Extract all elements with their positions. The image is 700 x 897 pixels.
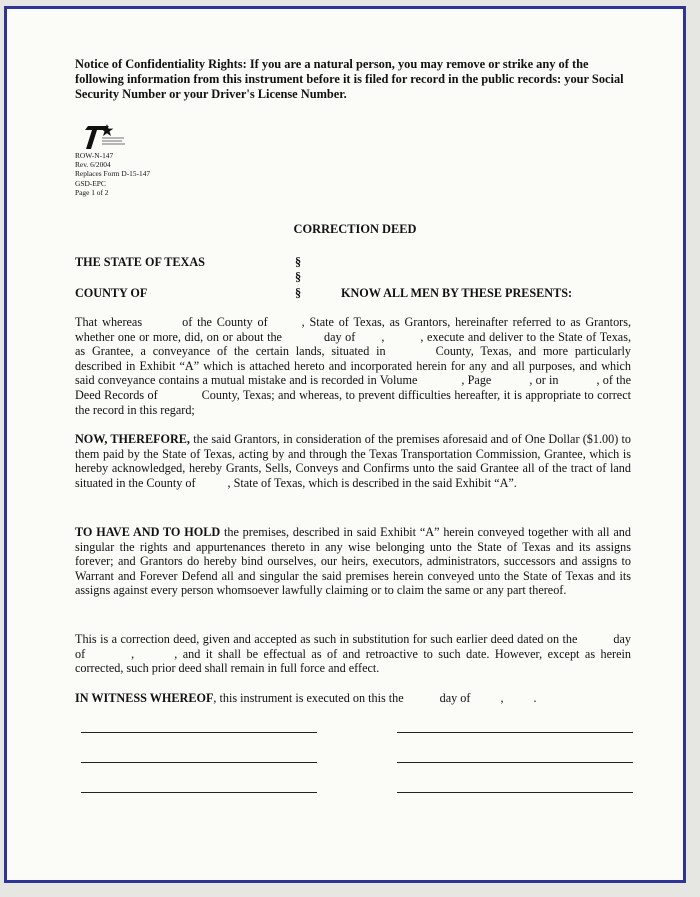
form-division: GSD-EPC [75, 178, 106, 188]
document-frame [4, 6, 686, 883]
section-mark: § [295, 270, 302, 284]
signature-line[interactable] [81, 732, 317, 733]
signature-line[interactable] [397, 762, 633, 763]
section-mark: § [295, 255, 302, 269]
signature-line[interactable] [397, 792, 633, 793]
form-metadata [75, 151, 150, 197]
form-replaces: Replaces Form D-15-147 [75, 169, 151, 179]
form-number: ROW-N-147 [75, 151, 114, 160]
whereas-paragraph: That whereas of the County of , State of Texas, as Grantors, hereinafter referred to as Grantors, whether one or more, did, on or about the day of , , execute and deliver to the State of Texas, as Grantee, a conveyance of the certain lands, situated in County, Texas, and more particularly described in Exhibit “A” which is attached hereto and incorporated herein for any and all purposes, and which said conveyance contains a mutual mistake and is recorded in Volume , Page , or in , of the Deed Records of County, Texas; and whereas, to prevent difficulties hereafter, it is appropriate to correct the record in this regard; [75, 315, 632, 417]
witness-paragraph: IN WITNESS WHEREOF, this instrument is executed on this the day of , . [75, 691, 537, 705]
txdot-star-icon [81, 123, 127, 151]
section-mark: § [295, 286, 302, 300]
signature-line[interactable] [397, 732, 633, 733]
signature-line[interactable] [81, 762, 317, 763]
page-number: Page 1 of 2 [75, 187, 109, 197]
now-therefore-paragraph: NOW, THEREFORE, the said Grantors, in consideration of the premises aforesaid and of One Dollar ($1.00) to them paid by the State of Texas, acting by and through the Texas Transportation Commission, Grantee, which is hereby acknowledged, hereby Grants, Sells, Conveys and Confirms unto the said Grantee all of the tract of land situated in the County of , State of Texas, which is described in the said Exhibit “A”. [75, 432, 632, 490]
habendum-paragraph: TO HAVE AND TO HOLD the premises, described in said Exhibit “A” herein conveyed together with all and singular the rights and appurtenances thereto in any wise belonging unto the State of Texas and its assigns forever; and Grantors do hereby bind ourselves, our heirs, executors, administrators, successors and assigns to Warrant and Forever Defend all and singular the said premises herein conveyed unto the State of Texas and its assigns against every person whomsoever lawfully claiming or to claim the same or any part thereof. [75, 525, 631, 598]
document-page [75, 57, 635, 705]
document-title: CORRECTION DEED [293, 222, 417, 236]
correction-paragraph: This is a correction deed, given and accepted as such in substitution for such earlier deed dated on the day of , , and it shall be effectual as of and retroactive to such date. However, except as herein corrected, such prior deed shall remain in full force and effect. [75, 632, 631, 676]
confidentiality-notice: Notice of Confidentiality Rights: If you are a natural person, you may remove or strike any of the following information from this instrument before it is filed for record in the public records: your Social Security Number or your Driver's License Number. [75, 57, 624, 101]
know-all-heading: KNOW ALL MEN BY THESE PRESENTS: [341, 286, 573, 300]
signature-line[interactable] [81, 792, 317, 793]
caption-block [75, 255, 635, 305]
county-heading: COUNTY OF [75, 286, 148, 300]
state-heading: THE STATE OF TEXAS [75, 255, 205, 269]
form-revision: Rev. 6/2004 [75, 160, 111, 170]
